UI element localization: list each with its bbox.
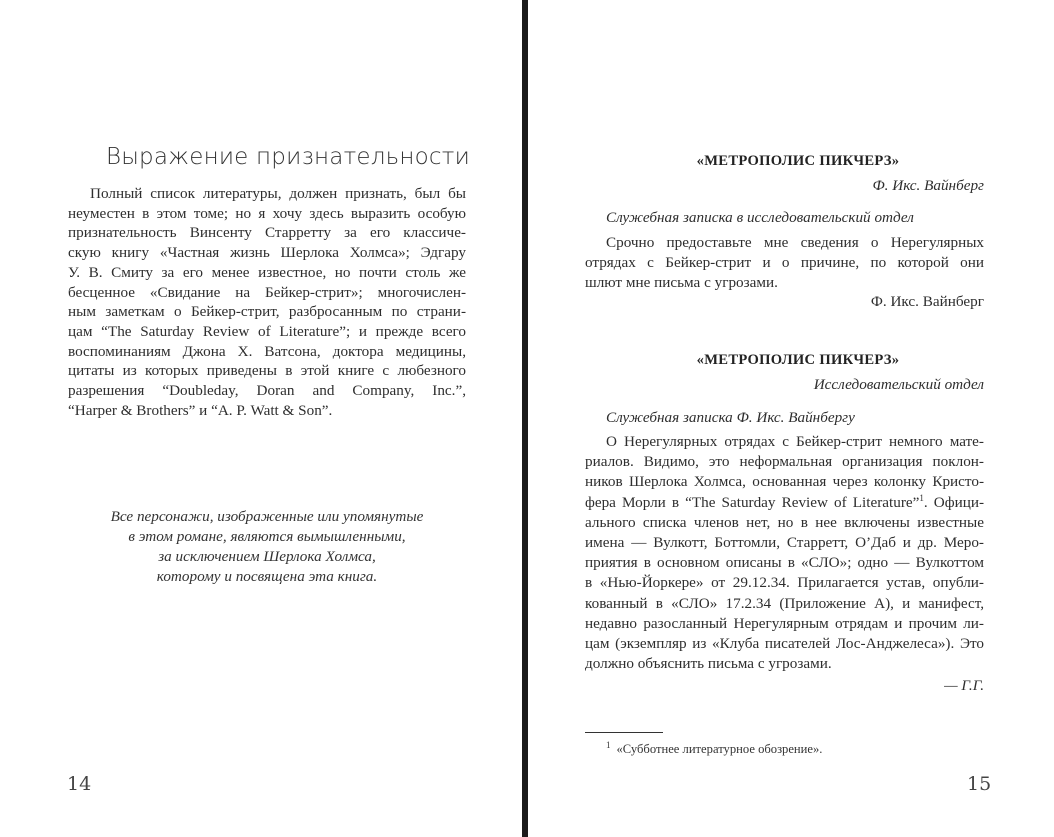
text-line: Срочно предоставьте мне сведения о Нерегулярных — [606, 234, 984, 251]
text-line: цитаты из которых приведены в этой книге с любезного — [68, 362, 466, 380]
memo2-from: Исследовательский отдел — [813, 376, 984, 393]
footnote-text: «Субботнее литературное обозрение». — [616, 742, 823, 757]
text-line: “Harper & Brothers” и “A. P. Watt & Son”. — [68, 401, 333, 419]
memo1-from: Ф. Икс. Вайнберг — [872, 177, 984, 194]
memo2-body — [585, 432, 984, 674]
text-line: неуместен в этом томе; но я хочу здесь выразить особую — [68, 204, 466, 222]
memo1-signature: Ф. Икс. Вайнберг — [870, 293, 984, 310]
dedication — [68, 507, 466, 587]
text-line: отрядах с Бейкер-стрит и о причине, по которой они — [585, 254, 984, 272]
acknowledgment-paragraph — [68, 184, 466, 420]
text-line: О Нерегулярных отрядах с Бейкер-стрит немного мате- — [606, 433, 984, 450]
memo1-body — [585, 233, 984, 294]
memo1-heading: «МЕТРОПОЛИС ПИКЧЕРЗ» — [696, 153, 900, 169]
dedication-line: в этом романе, являются вымышленными, — [128, 528, 406, 545]
text-line: недавно разосланный Нерегулярным отрядам и прочим ли- — [585, 614, 984, 632]
text-line: имена — Вулкотт, Боттомли, Старретт, О’Даб и др. Меро- — [585, 534, 984, 552]
right-page — [528, 0, 1054, 837]
dedication-line: за исключением Шерлока Холмса, — [158, 548, 376, 565]
memo2-subject: Служебная записка Ф. Икс. Вайнбергу — [606, 409, 855, 426]
text-line: ников Шерлока Холмса, основанная через колонку Кристо- — [585, 473, 984, 491]
text-line: бесценное «Свидание на Бейкер-стрит»; многочислен- — [68, 283, 466, 301]
text-line-with-footnote — [585, 493, 984, 513]
text-line: риалов. Видимо, это неформальная организация поклон- — [585, 453, 984, 471]
page-number-left: 14 — [67, 773, 92, 795]
text-line: шлют мне письма с угрозами. — [585, 274, 778, 292]
text-line: ального списка членов нет, но в нее включены известные — [585, 513, 984, 531]
memo1-subject: Служебная записка в исследовательский отдел — [606, 209, 914, 226]
text-line: кованный в «СЛО» 17.2.34 (Приложение А), и манифест, — [585, 594, 984, 612]
text-line: должно объяснить письма с угрозами. — [585, 655, 832, 673]
text-line: приятия в основном описаны в «СЛО»; одно — Вулкоттом — [585, 554, 984, 572]
text-line: в «Нью-Йоркере» от 29.12.34. Прилагается устав, опубли- — [585, 574, 984, 592]
dedication-line: Все персонажи, изображенные или упомянутые — [110, 508, 424, 525]
page-title: Выражение признательности — [106, 144, 470, 170]
text-line: цам “The Saturday Review of Literature”; и прежде всего — [68, 322, 466, 340]
text-line-tail: . Офици- — [923, 493, 985, 511]
text-line: воспоминаниям Джона Х. Ватсона, доктора медицины, — [68, 342, 466, 360]
footnote-marker: 1 — [606, 740, 611, 750]
text-line: признательность Винсенту Старретту за его классиче- — [68, 224, 466, 242]
memo2-heading: «МЕТРОПОЛИС ПИКЧЕРЗ» — [696, 352, 900, 368]
footnote-rule — [585, 732, 663, 733]
text-line: скую книгу «Частная жизнь Шерлока Холмса»; Эдгару — [68, 244, 466, 262]
footnote — [606, 740, 822, 757]
text-line: цам (экземпляр из «Клуба писателей Лос-Анджелеса»). Это — [585, 635, 984, 653]
text-line: разрешения “Doubleday, Doran and Company, Inc.”, — [68, 382, 466, 400]
dedication-line: которому и посвящена эта книга. — [156, 568, 378, 585]
page-number-right: 15 — [967, 773, 992, 795]
text-line-head: фера Морли в “The Saturday Review of Literature” — [585, 493, 920, 511]
text-line: ным заметкам о Бейкер-стрит, разбросанным по страни- — [68, 303, 466, 321]
memo2-signature: — Г.Г. — [944, 677, 984, 694]
text-line: Полный список литературы, должен признать, был бы — [90, 185, 466, 202]
text-line: У. В. Смиту за его менее известное, но почти столь же — [68, 263, 466, 281]
footnote-reference: 1 — [919, 492, 924, 503]
left-page — [0, 0, 522, 837]
